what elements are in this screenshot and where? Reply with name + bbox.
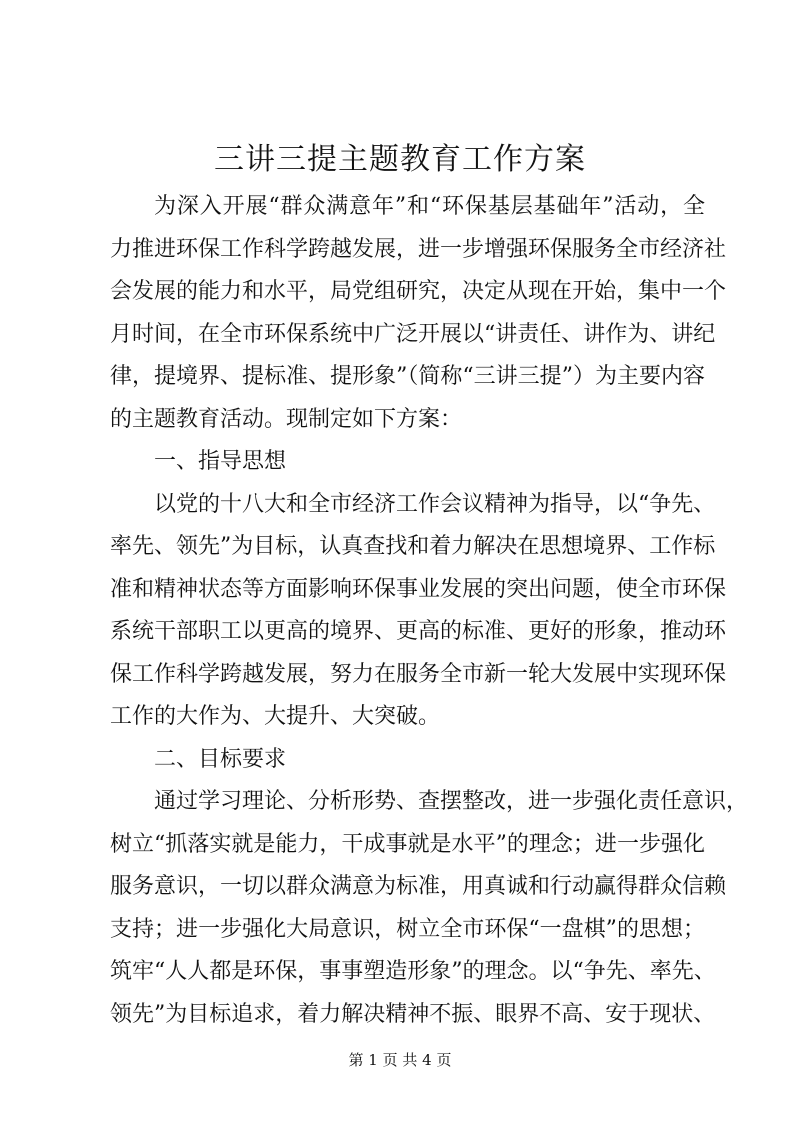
body-line: 保工作科学跨越发展，努力在服务全市新一轮大发展中实现环保 <box>110 661 727 687</box>
section-heading: 二、目标要求 <box>154 746 287 772</box>
document-body <box>110 186 749 1036</box>
section-heading: 一、指导思想 <box>154 449 287 474</box>
body-line: 月时间，在全市环保系统中广泛开展以“讲责任、讲作为、讲纪 <box>110 321 716 347</box>
body-line: 力推进环保工作科学跨越发展，进一步增强环保服务全市经济社 <box>110 236 727 262</box>
body-line: 支持；进一步强化大局意识，树立全市环保“一盘棋”的思想； <box>110 916 705 942</box>
body-line: 树立“抓落实就是能力，干成事就是水平”的理念；进一步强化 <box>110 831 705 857</box>
body-line: 工作的大作为、大提升、大突破。 <box>110 704 441 729</box>
page-footer: 第 1 页 共 4 页 <box>348 1051 452 1069</box>
body-line: 会发展的能力和水平，局党组研究，决定从现在开始，集中一个 <box>110 279 727 304</box>
body-line: 服务意识，一切以群众满意为标准，用真诚和行动赢得群众信赖 <box>110 874 727 899</box>
body-line: 系统干部职工以更高的境界、更高的标准、更好的形象，推动环 <box>110 619 727 644</box>
body-line: 律，提境界、提标准、提形象”（简称“三讲三提”）为主要内容 <box>110 364 705 389</box>
document-title: 三讲三提主题教育工作方案 <box>214 142 586 177</box>
body-line: 为深入开展“群众满意年”和“环保基层基础年”活动，全 <box>154 194 705 219</box>
body-line: 准和精神状态等方面影响环保事业发展的突出问题，使全市环保 <box>110 576 727 602</box>
body-line: 筑牢“人人都是环保，事事塑造形象”的理念。以“争先、率先、 <box>110 959 716 984</box>
body-line: 以党的十八大和全市经济工作会议精神为指导，以“争先、 <box>154 491 716 517</box>
body-line: 的主题教育活动。现制定如下方案： <box>110 406 463 432</box>
body-line: 通过学习理论、分析形势、查摆整改，进一步强化责任意识， <box>154 789 749 814</box>
body-line: 领先”为目标追求，着力解决精神不振、眼界不高、安于现状、 <box>110 1001 716 1027</box>
body-line: 率先、领先”为目标，认真查找和着力解决在思想境界、工作标 <box>110 534 716 559</box>
